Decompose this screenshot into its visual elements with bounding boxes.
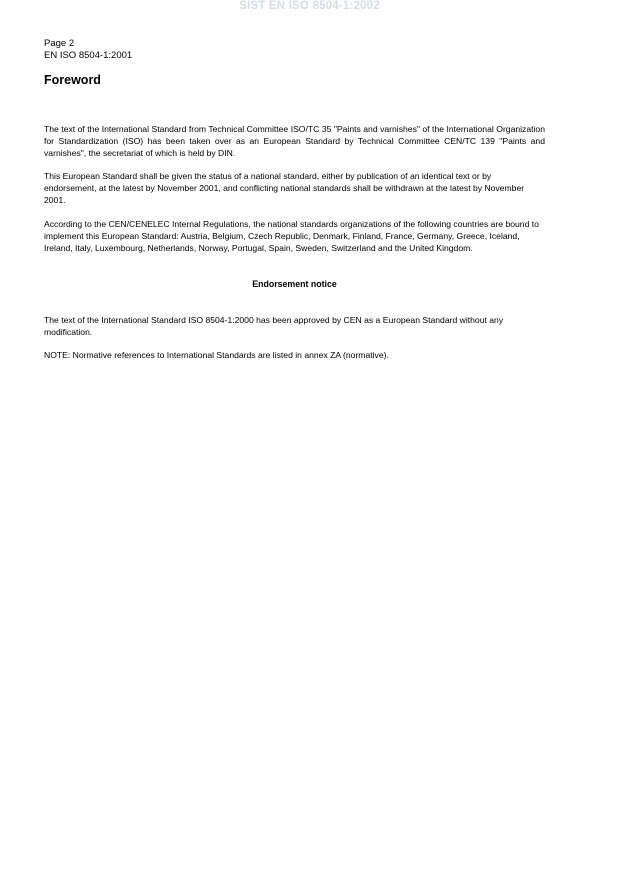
page-label: Page 2 (44, 38, 75, 49)
foreword-paragraph-3: According to the CEN/CENELEC Internal Regulations, the national standards organizations of the following countries are bound to implement this European Standard: Austria, Belgium, Czech Republic, Denmark, Finland, France, Germany, Greece, Iceland, Ireland, Italy, Luxembourg, Netherlands, Norway, Portugal, Spain, Sweden, Switzerland and the United Kingdom. (44, 219, 539, 253)
foreword-heading: Foreword (44, 73, 101, 87)
watermark: SIST EN ISO 8504-1:2002 (239, 0, 380, 12)
page-header (44, 38, 132, 61)
endorsement-heading: Endorsement notice (252, 279, 337, 289)
foreword-paragraph-1: The text of the International Standard from Technical Committee ISO/TC 35 "Paints and varnishes" of the International Organization for Standardization (ISO) has been taken over as an European Standard by Technical Committee CEN/TC 139 "Paints and varnishes", the secretariat of which is held by DIN. (44, 124, 545, 158)
foreword-paragraph-2: This European Standard shall be given the status of a national standard, either by publication of an identical text or by endorsement, at the latest by November 2001, and conflicting national standards shall be withdrawn at the latest by November 2001. (44, 171, 525, 205)
document-id: EN ISO 8504-1:2001 (44, 49, 133, 61)
endorsement-paragraph: The text of the International Standard ISO 8504-1:2000 has been approved by CEN as a European Standard without any modification. (44, 315, 504, 337)
normative-note: NOTE: Normative references to International Standards are listed in annex ZA (normative). (44, 350, 389, 360)
